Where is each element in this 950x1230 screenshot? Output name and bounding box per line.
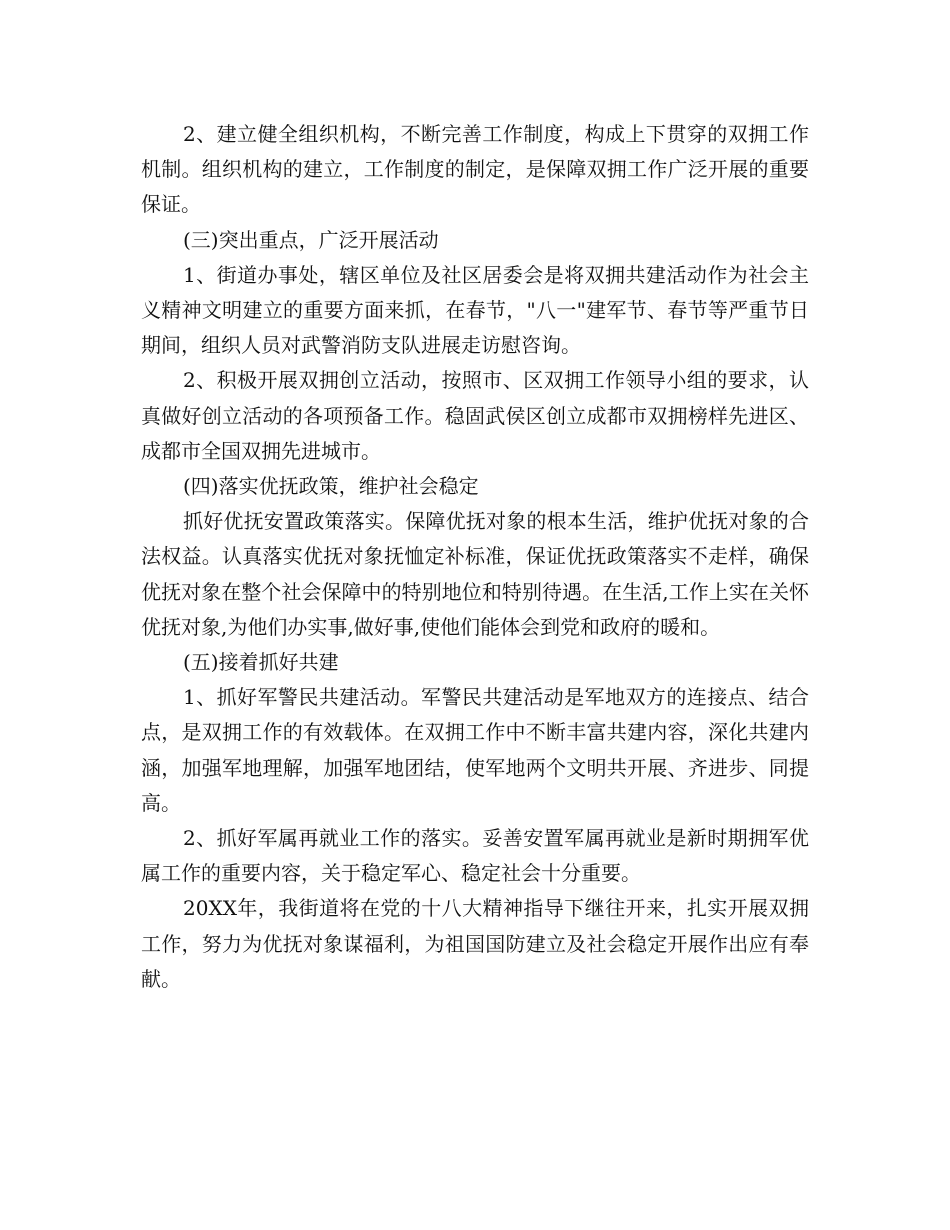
section-heading-five: (五)接着抓好共建 (183, 650, 339, 675)
paragraph-reemployment: 2、抓好军属再就业工作的落实。妥善安置军属再就业是新时期拥军优属工作的重要内容，关于稳定军心、稳定社会十分重要。 (141, 826, 809, 886)
paragraph-conclusion: 20XX年，我街道将在党的十八大精神指导下继往开来，扎实开展双拥工作，努力为优抚对象谋福利，为祖国国防建立及社会稳定开展作出应有奉献。 (141, 896, 809, 991)
document-body (141, 117, 809, 997)
paragraph-creation-activities: 2、积极开展双拥创立活动，按照市、区双拥工作领导小组的要求，认真做好创立活动的各项预备工作。稳固武侯区创立成都市双拥榜样先进区、成都市全国双拥先进城市。 (141, 368, 809, 463)
paragraph-joint-activities: 1、街道办事处，辖区单位及社区居委会是将双拥共建活动作为社会主义精神文明建立的重要方面来抓，在春节，"八一"建军节、春节等严重节日期间，组织人员对武警消防支队进展走访慰咨询。 (141, 262, 809, 358)
section-heading-three: (三)突出重点，广泛开展活动 (183, 227, 439, 252)
paragraph-preferential-policy: 抓好优抚安置政策落实。保障优抚对象的根本生活，维护优抚对象的合法权益。认真落实优抚对象抚恤定补标准，保证优抚政策落实不走样，确保优抚对象在整个社会保障中的特别地位和特别待遇。在生活,工作上实在关怀优抚对象,为他们办实事,做好事,使他们能体会到党和政府的暖和。 (141, 509, 809, 639)
paragraph-military-civilian-construction: 1、抓好军警民共建活动。军警民共建活动是军地双方的连接点、结合点，是双拥工作的有效载体。在双拥工作中不断丰富共建内容，深化共建内涵，加强军地理解，加强军地团结，使军地两个文明共开展、齐进步、同提高。 (141, 685, 809, 815)
paragraph-organization-mechanism: 2、建立健全组织机构，不断完善工作制度，构成上下贯穿的双拥工作机制。组织机构的建立，工作制度的制定，是保障双拥工作广泛开展的重要保证。 (141, 122, 809, 217)
section-heading-four: (四)落实优抚政策，维护社会稳定 (183, 474, 479, 499)
